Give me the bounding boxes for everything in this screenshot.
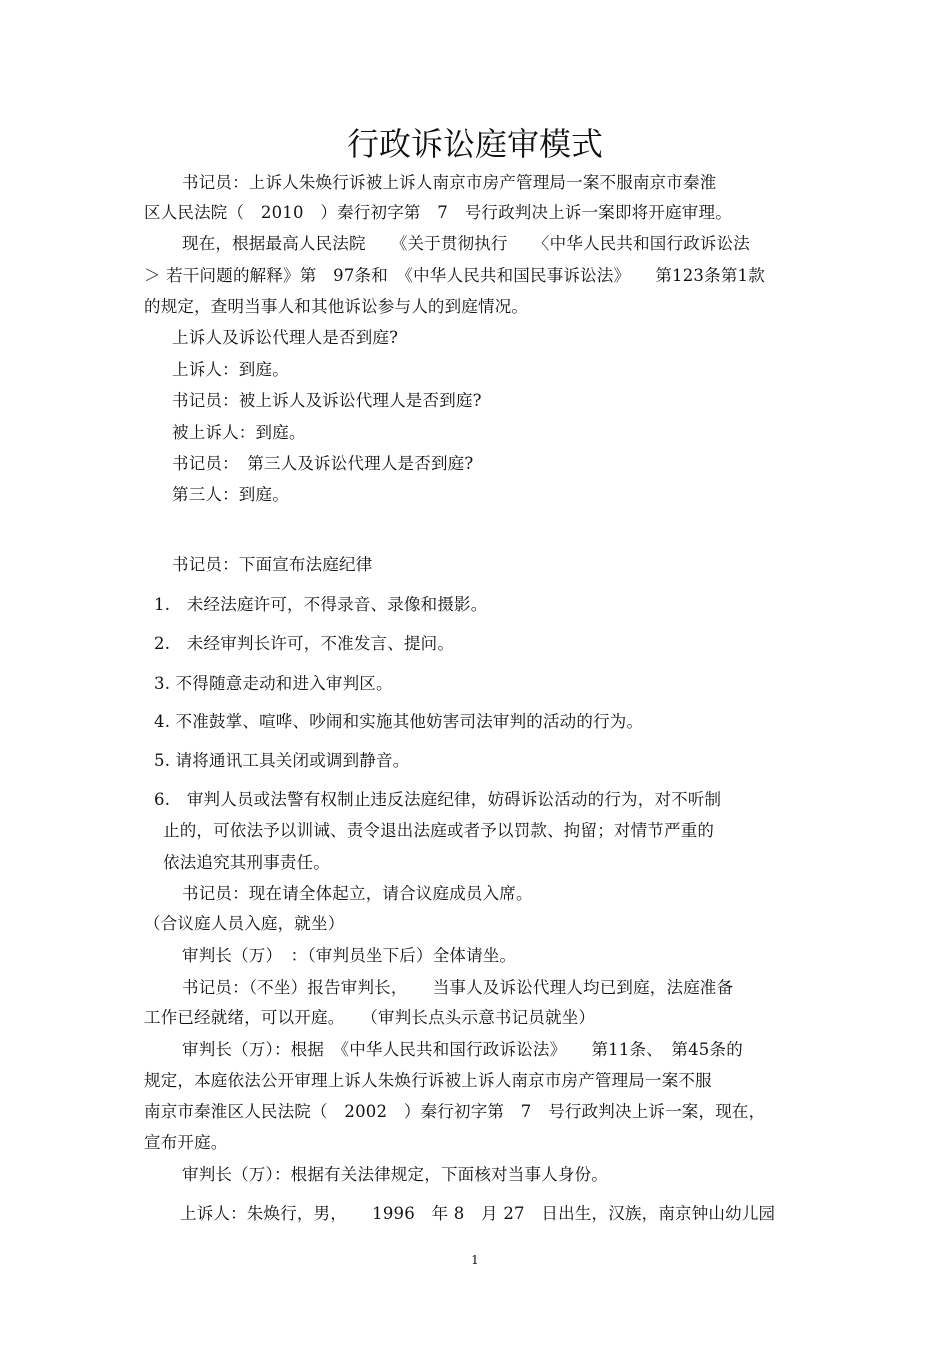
rule-item: 2. 未经审判长许可，不准发言、提问。 bbox=[154, 634, 455, 653]
paragraph-line: 工作已经就绪，可以开庭。 （审判长点头示意书记员就坐） bbox=[144, 1008, 596, 1027]
rule-item: 1. 未经法庭许可，不得录音、录像和摄影。 bbox=[154, 595, 488, 614]
rule-item: 4. 不准鼓掌、喧哗、吵闹和实施其他妨害司法审判的活动的行为。 bbox=[154, 712, 644, 731]
rule-item: 5. 请将通讯工具关闭或调到静音。 bbox=[154, 751, 410, 770]
rule-item: 3. 不得随意走动和进入审判区。 bbox=[154, 674, 393, 693]
paragraph-line: 审判长（万） ：（审判员坐下后）全体请坐。 bbox=[182, 946, 517, 965]
page-number: 1 bbox=[471, 1253, 479, 1267]
document-title: 行政诉讼庭审模式 bbox=[346, 125, 603, 163]
paragraph-line: 上诉人：朱焕行，男， 1996 年 8 月 27 日出生，汉族，南京钟山幼儿园 bbox=[180, 1204, 776, 1223]
paragraph-line: 书记员： 第三人及诉讼代理人是否到庭? bbox=[172, 454, 474, 473]
paragraph-line: 的规定，查明当事人和其他诉讼参与人的到庭情况。 bbox=[144, 297, 529, 316]
paragraph-line: 审判长（万）：根据有关法律规定，下面核对当事人身份。 bbox=[182, 1165, 608, 1184]
paragraph-line: 上诉人：到庭。 bbox=[172, 360, 289, 379]
paragraph-line: 宣布开庭。 bbox=[144, 1133, 228, 1152]
paragraph-line: 书记员：（不坐）报告审判长， 当事人及诉讼代理人均已到庭，法庭准备 bbox=[182, 978, 734, 997]
paragraph-line: 区人民法院（ 2010 ）秦行初字第 7 号行政判决上诉一案即将开庭审理。 bbox=[144, 203, 732, 222]
paragraph-line: 第三人：到庭。 bbox=[172, 485, 289, 504]
paragraph-line: 上诉人及诉讼代理人是否到庭? bbox=[172, 328, 399, 347]
rule-item-continuation: 依法追究其刑事责任。 bbox=[163, 853, 330, 872]
rule-item-continuation: 止的，可依法予以训诫、责令退出法庭或者予以罚款、拘留；对情节严重的 bbox=[163, 821, 715, 840]
paragraph-line: （合议庭人员入庭，就坐） bbox=[144, 914, 345, 933]
paragraph-line: 被上诉人：到庭。 bbox=[172, 423, 306, 442]
paragraph-line: ＞ 若干问题的解释》第 97条和 《中华人民共和国民事诉讼法》 第123条第1款 bbox=[144, 266, 765, 285]
paragraph-line: 现在，根据最高人民法院 《关于贯彻执行 〈中华人民共和国行政诉讼法 bbox=[182, 234, 750, 253]
paragraph-line: 书记员：上诉人朱焕行诉被上诉人南京市房产管理局一案不服南京市秦淮 bbox=[182, 173, 717, 192]
paragraph-line: 南京市秦淮区人民法院（ 2002 ）秦行初字第 7 号行政判决上诉一案，现在， bbox=[144, 1102, 766, 1121]
rule-item: 6. 审判人员或法警有权制止违反法庭纪律，妨碍诉讼活动的行为，对不听制 bbox=[154, 790, 722, 809]
paragraph-line: 书记员：被上诉人及诉讼代理人是否到庭? bbox=[172, 391, 482, 410]
paragraph-line: 书记员：下面宣布法庭纪律 bbox=[172, 555, 373, 574]
paragraph-line: 审判长（万）：根据 《中华人民共和国行政诉讼法》 第11条、 第45条的 bbox=[182, 1040, 743, 1059]
paragraph-line: 规定，本庭依法公开审理上诉人朱焕行诉被上诉人南京市房产管理局一案不服 bbox=[144, 1071, 712, 1090]
paragraph-line: 书记员：现在请全体起立，请合议庭成员入席。 bbox=[182, 884, 533, 903]
